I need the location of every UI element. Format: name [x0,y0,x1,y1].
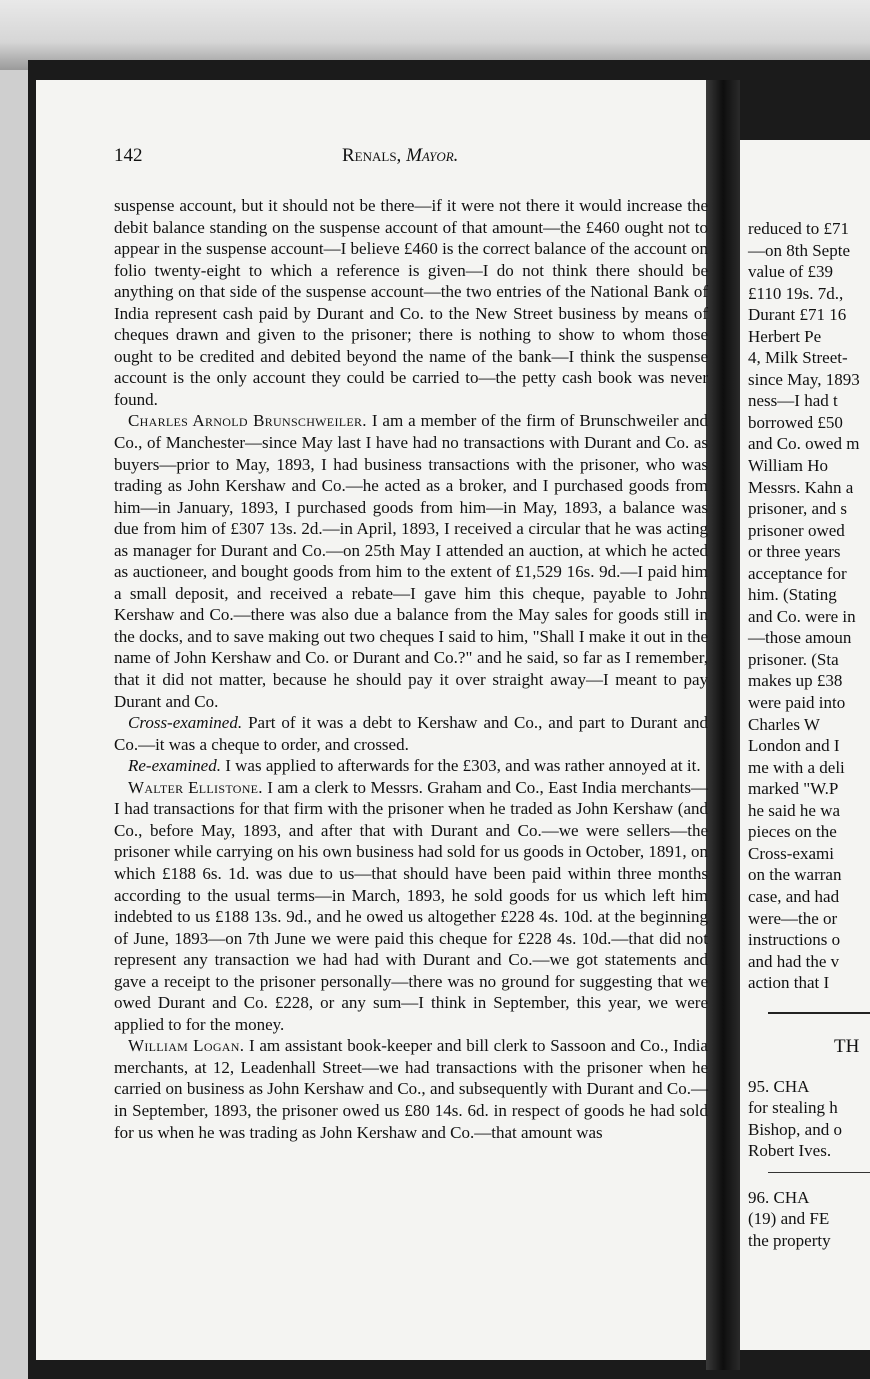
right-page-line: borrowed £50 [748,412,843,432]
right-page-text [748,218,870,1252]
right-page-line: he said he wa [748,800,841,820]
examination-label: Re-examined. [128,756,221,776]
running-title-name: Renals, [342,145,402,166]
right-page-line: 95. CHA [748,1076,810,1096]
paragraph-testimony [114,410,708,712]
right-page-line: makes up £38 [748,671,843,691]
right-page-line: or three years [748,542,841,562]
witness-name: Charles Arnold Brunschweiler. [128,411,367,431]
witness-name: William Logan. [128,1036,245,1056]
right-page-line: since May, 1893 [748,369,860,389]
right-page-line: reduced to £71 [748,219,850,238]
right-page-line: Durant £71 16 [748,305,847,325]
page-number: 142 [114,145,143,166]
section-rule [768,1012,870,1014]
case-96-lines [748,1187,870,1252]
case-95-lines [748,1076,870,1162]
right-page-line: for stealing h [748,1098,838,1118]
right-page-line: Robert Ives. [748,1141,832,1161]
running-title-office: Mayor. [406,145,459,166]
right-page-line: 4, Milk Street- [748,348,848,368]
running-title [342,145,458,167]
right-page-line: (19) and FE [748,1209,830,1229]
paragraph-testimony [114,777,708,1036]
paragraph-text: I was applied to afterwards for the £303, and was rather annoyed at it. [225,756,701,776]
right-page-line: acceptance for [748,563,847,583]
right-page-line: ness—I had t [748,391,838,411]
right-page-line: were—the or [748,908,838,928]
case-divider [768,1172,870,1173]
right-page [740,140,870,1350]
right-page-line: marked "W.P [748,779,839,799]
right-page-line: Cross-exami [748,843,834,863]
right-page-line: —those amoun [748,628,852,648]
section-heading: TH [834,1035,860,1057]
paragraph-cross-examination [114,712,708,755]
right-page-line: 96. CHA [748,1187,810,1207]
paragraph-text: I am a clerk to Messrs. Graham and Co., East India merchants—I had transactions for that firm with the prisoner when he traded as John Kershaw (and Co., before May, 1893, and after that with Durant and Co.—we were sellers—the prisoner while carrying on his own business had sold for us goods in October, 1891, on which £188 6s. 1d. was due to us—that should have been paid within three months according to the usual terms—in March, 1893, he sold goods for us which left him indebted to us £188 13s. 9d., and he owed us altogether £228 4s. 10d. at the beginning of June, 1893—on 7th June we were paid this cheque for £228 4s. 10d.—that did not represent any transaction we had had with Durant and Co.—we got statements and gave a receipt to the prisoner personally—there was no ground for suggesting that we owed Durant and Co. £228, or any sum—I think in September, this year, we were applied to for the money. [114,777,708,1034]
paragraph-text: suspense account, but it should not be there—if it were not there it would increase the debit balance standing on the suspense account of that amount—the £460 ought not to appear in the suspense account—I believe £460 is the correct balance of the account on folio twenty-eight to which a reference is given—I do not think there should be anything on that side of the suspense account—the two entries of the National Bank of India represent cash paid by Durant and Co. to the New Street business by means of cheques drawn and given to the prisoner; there is nothing to show to whom those ought to be credited and debited beyond the name of the bank—I think the suspense account is the only account they could be carried to—the petty cash book was never found. [114,196,708,409]
right-page-line: Herbert Pe [748,326,822,346]
right-page-line: Bishop, and o [748,1119,842,1139]
right-page-line: the property [748,1230,831,1250]
paragraph-re-examination [114,755,708,777]
paragraph-testimony [114,1035,708,1143]
examination-label: Cross-examined. [128,713,243,733]
paragraph-continuation [114,195,708,410]
right-page-line: —on 8th Septe [748,240,850,260]
right-page-line: prisoner. (Sta [748,649,839,669]
right-page-line: and had the v [748,951,840,971]
right-page-line: me with a deli [748,757,845,777]
right-page-line: prisoner, and s [748,499,847,519]
right-page-line: Charles W [748,714,820,734]
right-page-line: William Ho [748,456,829,476]
right-page-line: value of £39 [748,262,833,282]
right-page-line: £110 19s. 7d., [748,283,844,303]
right-page-line: Messrs. Kahn a [748,477,854,497]
right-page-line: and Co. owed m [748,434,860,454]
right-page-line: him. (Stating [748,585,837,605]
main-text-column [114,195,708,1143]
witness-name: Walter Ellistone. [128,777,263,797]
right-page-line: London and I [748,736,840,756]
paragraph-text: Part of it was a debt to Kershaw and Co., and part to Durant and Co.—it was a cheque to order, and crossed. [114,713,708,754]
right-page-line: action that I [748,973,830,993]
paragraph-text: I am assistant book-keeper and bill clerk to Sassoon and Co., India merchants, at 12, Leadenhall Street—we had transactions with the prisoner when he carried on business as John Kershaw and Co., and subsequently with Durant and Co.—in September, 1893, the prisoner owed us £80 14s. 6d. in respect of goods he had sold for us when he was trading as John Kershaw and Co.—that amount was [114,1036,708,1142]
right-page-top-lines [748,218,870,994]
right-page-line: on the warran [748,865,842,885]
running-header [114,145,704,175]
book-gutter [706,80,740,1370]
right-page-line: and Co. were in [748,606,856,626]
right-page-line: prisoner owed [748,520,845,540]
right-page-line: pieces on the [748,822,837,842]
paragraph-text: I am a member of the firm of Brunschweiler and Co., of Manchester—since May last I have had no transactions with Durant and Co. as buyers—prior to May, 1893, I had business transactions with the prisoner, who was trading as John Kershaw and Co.—he acted as a broker, and I purchased goods from him—in January, 1893, I purchased goods from him—in May, 1893, a balance was due from him of £307 13s. 2d.—in April, 1893, I received a circular that he was acting as manager for Durant and Co.—on 25th May I attended an auction, at which he acted as auctioneer, and bought goods from him to the extent of £1,529 16s. 9d.—I paid him a small deposit, and received a rebate—I gave him this cheque, payable to John Kershaw and Co.—there was also due a balance from the May sales for goods still in the docks, and to save making out two cheques I said to him, "Shall I make it out in the name of John Kershaw and Co. or Durant and Co.?" and he said, so far as I remember, that it did not matter, because he should pay it over straight away—I meant to pay Durant and Co. [114,411,709,711]
right-page-line: case, and had [748,886,840,906]
right-page-line: were paid into [748,693,846,713]
right-page-line: instructions o [748,930,841,950]
